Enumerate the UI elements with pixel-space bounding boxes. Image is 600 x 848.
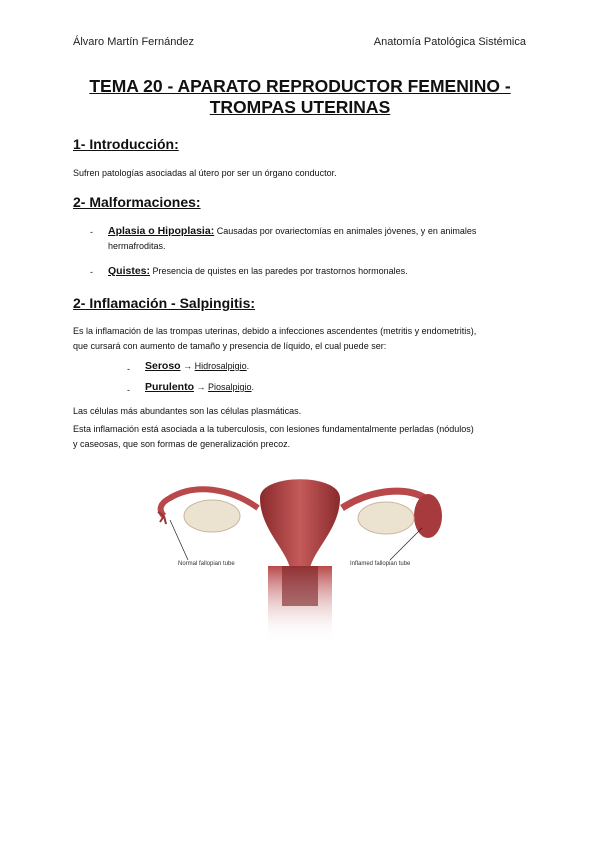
punct: . xyxy=(251,382,255,392)
bullet-dash: - xyxy=(90,267,93,277)
cervical-canal xyxy=(282,566,318,606)
result-hidrosalpigio: Hidrosalpigio xyxy=(194,361,247,371)
desc-aplasia-2: hermafroditas. xyxy=(108,241,166,251)
title-line-1: TEMA 20 - APARATO REPRODUCTOR FEMENINO - xyxy=(89,76,511,96)
header-author: Álvaro Martín Fernández xyxy=(73,36,195,48)
inflammation-para3-line1: Esta inflamación está asociada a la tuberculosis, con lesiones fundamentalmente perladas (nódulos) xyxy=(73,424,474,434)
inflammation-para3-line2: y caseosas, que son formas de generalización precoz. xyxy=(73,439,291,449)
label-normal-tube: Normal fallopian tube xyxy=(178,561,235,567)
header-subject: Anatomía Patológica Sistémica xyxy=(373,36,526,48)
malformation-item-quistes xyxy=(108,264,538,279)
bullet-dash: - xyxy=(127,364,130,374)
term-aplasia: Aplasia o Hipoplasia: xyxy=(108,225,215,237)
right-ovary xyxy=(358,502,414,534)
document-title xyxy=(40,76,560,118)
bullet-dash: - xyxy=(90,227,93,237)
uterus-illustration xyxy=(150,468,450,643)
term-purulento: Purulento xyxy=(145,381,194,393)
inflammation-paragraph-1 xyxy=(73,324,533,354)
bullet-dash: - xyxy=(127,385,130,395)
uterus-drawing xyxy=(150,468,450,643)
inflammation-paragraph-2: Las células más abundantes son las células plasmáticas. xyxy=(73,406,302,416)
uterus-body xyxy=(260,479,340,568)
desc-quistes: Presencia de quistes en las paredes por trastornos hormonales. xyxy=(150,266,408,276)
malformation-item-aplasia xyxy=(108,224,538,254)
left-pointer-line xyxy=(170,520,188,560)
desc-aplasia-1: Causadas por ovariectomías en animales jóvenes, y en animales xyxy=(214,226,477,236)
arrow: → xyxy=(194,382,209,392)
inflammation-paragraph-3 xyxy=(73,422,533,452)
section-heading-inflammation: 2- Inflamación - Salpingitis: xyxy=(73,295,256,311)
inflammation-para1-line2: que cursará con aumento de tamaño y presencia de líquido, el cual puede ser: xyxy=(73,341,387,351)
section-heading-malformations: 2- Malformaciones: xyxy=(73,194,201,210)
left-ovary xyxy=(184,500,240,532)
result-piosalpigio: Piosalpigio xyxy=(208,382,252,392)
label-inflamed-tube: Inflamed fallopian tube xyxy=(350,561,411,567)
punct: . xyxy=(246,361,250,371)
intro-paragraph: Sufren patologías asociadas al útero por ser un órgano conductor. xyxy=(73,168,337,178)
type-seroso xyxy=(145,359,249,374)
term-seroso: Seroso xyxy=(145,360,181,372)
section-heading-intro: 1- Introducción: xyxy=(73,136,179,152)
type-purulento xyxy=(145,380,254,395)
term-quistes: Quistes: xyxy=(108,265,151,277)
title-line-2: TROMPAS UTERINAS xyxy=(209,97,391,117)
inflammation-para1-line1: Es la inflamación de las trompas uterinas, debido a infecciones ascendentes (metritis y endometritis), xyxy=(73,326,477,336)
arrow: → xyxy=(180,361,195,371)
